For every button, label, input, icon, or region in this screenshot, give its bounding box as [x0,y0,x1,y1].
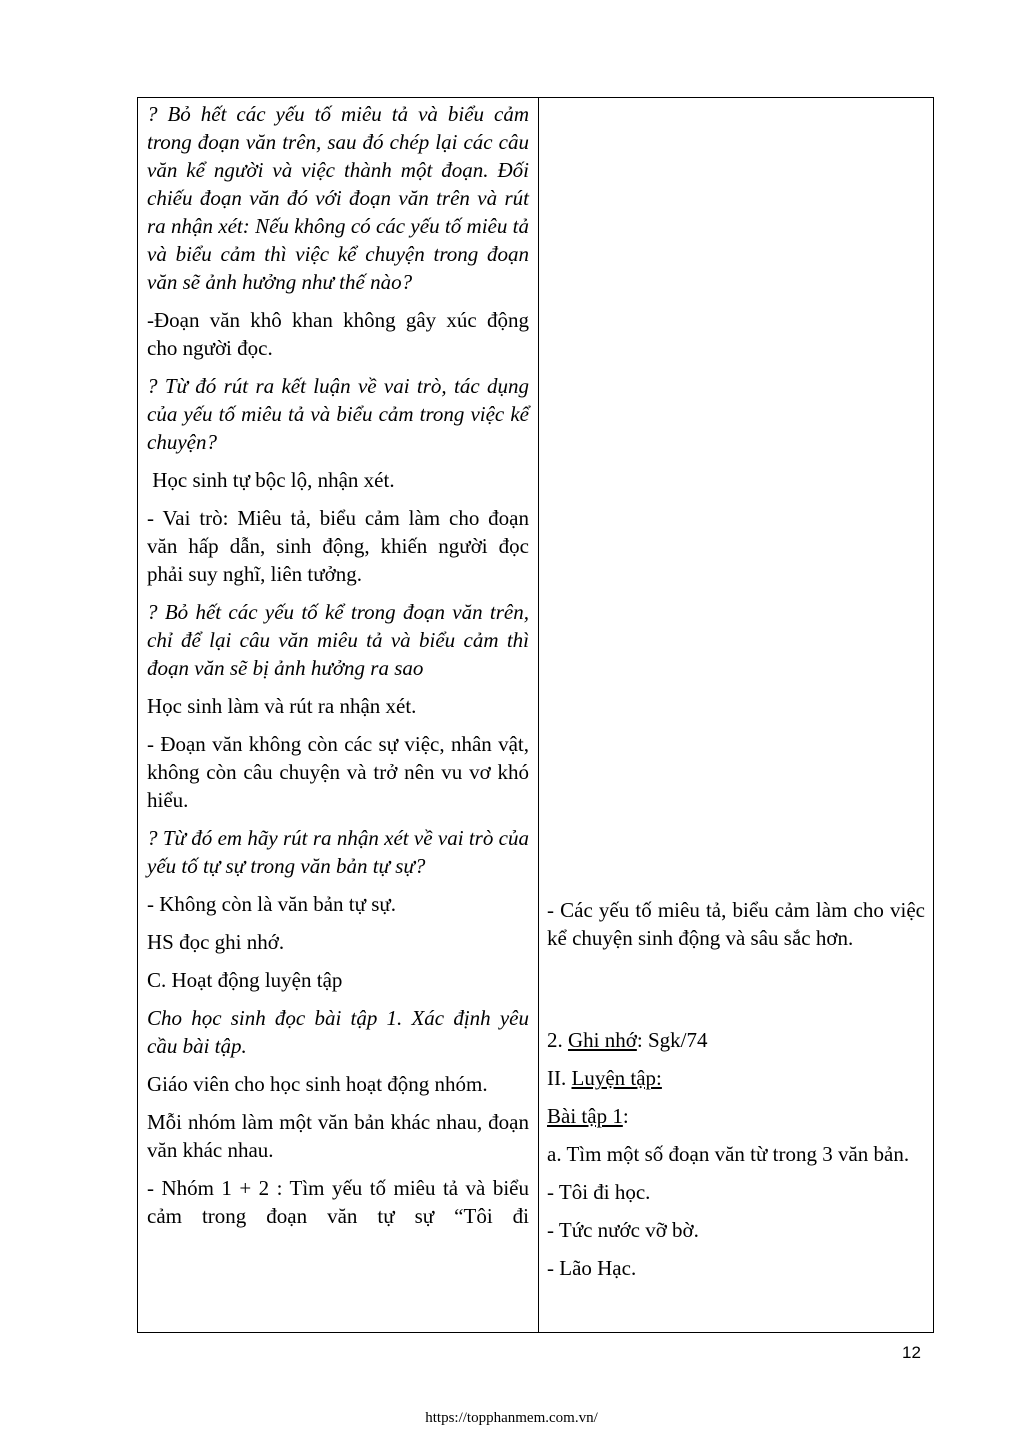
bai-tap-suffix: : [622,1104,629,1128]
left-paragraph: - Vai trò: Miêu tả, biểu cảm làm cho đoạn văn hấp dẫn, sinh động, khiến người đọc phải suy nghĩ, liên tưởng. [147,506,529,586]
conclusion-text: - Các yếu tố miêu tả, biểu cảm làm cho việc kể chuyện sinh động và sâu sắc hơn. [547,898,925,950]
column-divider [538,98,539,1332]
bai-tap-heading [547,1102,925,1130]
activities-column [138,98,538,1230]
luyen-tap-heading [547,1064,925,1092]
left-paragraph: Cho học sinh đọc bài tập 1. Xác định yêu cầu bài tập. [147,1006,529,1058]
list-item: - Lão Hạc. [547,1256,637,1280]
bai-tap-label: Bài tập 1 [547,1104,623,1128]
left-paragraph: - Đoạn văn không còn các sự việc, nhân vật, không còn câu chuyện và trở nên vu vơ khó hiểu. [147,732,529,812]
left-paragraph: Mỗi nhóm làm một văn bản khác nhau, đoạn văn khác nhau. [147,1110,529,1162]
ghi-nho-prefix: 2. [547,1028,568,1052]
list-item: - Tức nước vỡ bờ. [547,1218,699,1242]
left-paragraph: ? Bỏ hết các yếu tố miêu tả và biểu cảm trong đoạn văn trên, sau đó chép lại các câu văn kể người và việc thành một đoạn. Đối chiếu đoạn văn đó với đoạn văn trên và rút ra nhận xét: Nếu không có các yếu tố miêu tả và biểu cảm thì việc kể chuyện trong đoạn văn sẽ ảnh hưởng như thế nào? [147,102,529,294]
list-item: - Tôi đi học. [547,1180,651,1204]
ghi-nho-suffix: : Sgk/74 [636,1028,708,1052]
page-number: 12 [902,1343,921,1362]
left-paragraph: ? Từ đó em hãy rút ra nhận xét về vai trò của yếu tố tự sự trong văn bản tự sự? [147,826,529,878]
ghi-nho-label: Ghi nhớ [568,1028,637,1052]
lesson-table [137,97,934,1333]
task-a-text: a. Tìm một số đoạn văn từ trong 3 văn bản. [547,1142,910,1166]
left-paragraph: - Không còn là văn bản tự sự. [147,892,397,916]
luyen-tap-label: Luyện tập: [571,1066,662,1090]
left-paragraph-continued: - Nhóm 1 + 2 : Tìm yếu tố miêu tả và biểu cảm trong đoạn văn tự sự “Tôi đi [147,1176,529,1228]
left-paragraph: HS đọc ghi nhớ. [147,930,285,954]
left-paragraph: ? Từ đó rút ra kết luận về vai trò, tác dụng của yếu tố miêu tả và biểu cảm trong việc kể chuyện? [147,374,529,454]
left-paragraph: Học sinh tự bộc lộ, nhận xét. [147,468,395,492]
left-paragraph: Học sinh làm và rút ra nhận xét. [147,694,417,718]
footer-url: https://topphanmem.com.vn/ [425,1410,598,1426]
left-paragraph: -Đoạn văn khô khan không gây xúc động cho người đọc. [147,308,529,360]
left-paragraph: ? Bỏ hết các yếu tố kể trong đoạn văn trên, chỉ để lại câu văn miêu tả và biểu cảm thì đoạn văn sẽ bị ảnh hưởng ra sao [147,600,529,680]
luyen-tap-prefix: II. [547,1066,572,1090]
left-paragraph: C. Hoạt động luyện tập [147,968,343,992]
ghi-nho-line [547,1026,925,1054]
left-paragraph: Giáo viên cho học sinh hoạt động nhóm. [147,1072,488,1096]
